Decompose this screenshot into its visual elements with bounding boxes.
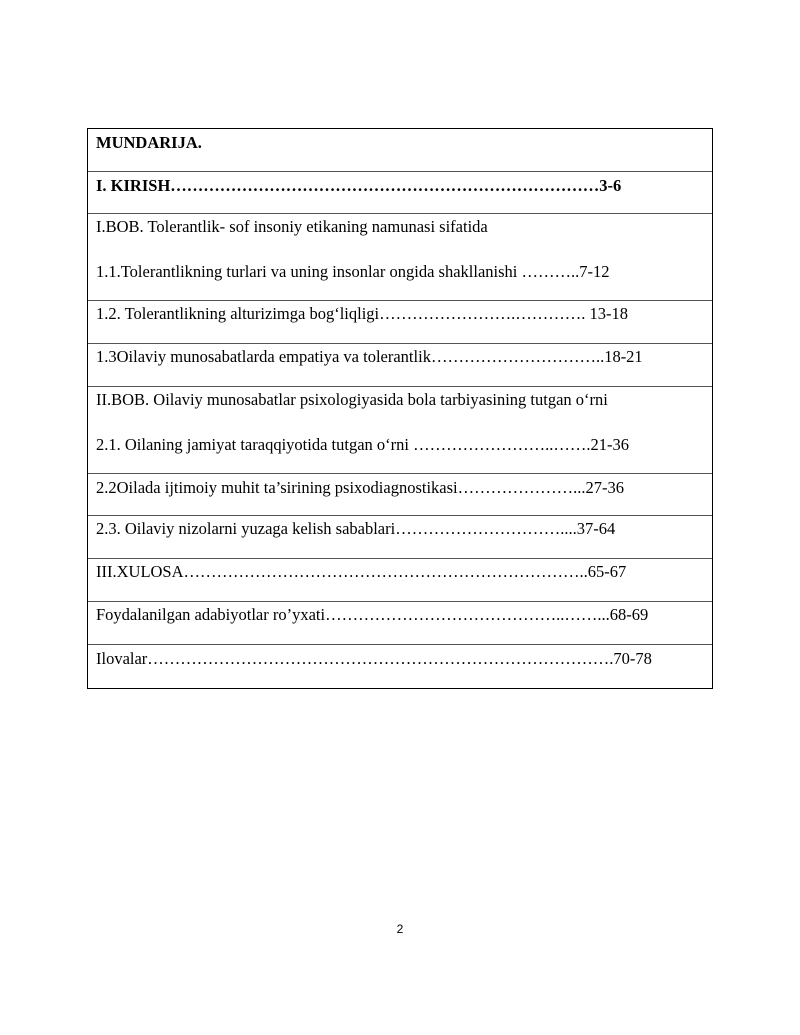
toc-entry-chapter2-title: II.BOB. Oilaviy munosabatlar psixologiyasida bola tarbiyasining tutgan o‘rni xyxy=(96,390,608,409)
toc-row-chapter1 xyxy=(88,214,712,301)
toc-entry-intro: I. KIRISH……………………………………………………………………3-6 xyxy=(96,176,622,195)
toc-entry-section-1-2: 1.2. Tolerantlikning alturizimga bog‘liqligi…………………….…………. 13-18 xyxy=(96,304,628,323)
toc-row-conclusion xyxy=(88,559,712,602)
toc-row-section-1-2 xyxy=(88,301,712,344)
toc-heading: MUNDARIJA. xyxy=(96,133,202,152)
toc-row-section-2-2 xyxy=(88,474,712,516)
page-number: 2 xyxy=(396,922,404,936)
toc-row-section-2-3 xyxy=(88,516,712,559)
toc-entry-chapter1-title: I.BOB. Tolerantlik- sof insoniy etikaning namunasi sifatida xyxy=(96,217,488,236)
toc-entry-section-1-1: 1.1.Tolerantlikning turlari va uning insonlar ongida shakllanishi ………..7-12 xyxy=(96,262,610,281)
toc-row-references xyxy=(88,602,712,645)
toc-row-intro xyxy=(88,172,712,214)
toc-row-appendix xyxy=(88,645,712,688)
toc-row-section-1-3 xyxy=(88,344,712,387)
toc-entry-section-2-1: 2.1. Oilaning jamiyat taraqqiyotida tutgan o‘rni ……………………..…….21-36 xyxy=(96,435,629,454)
toc-entry-section-1-3: 1.3Oilaviy munosabatlarda empatiya va tolerantlik…………………………..18-21 xyxy=(96,347,643,366)
toc-heading-row xyxy=(88,129,712,172)
toc-entry-section-2-2: 2.2Oilada ijtimoiy muhit ta’sirining psixodiagnostikasi…………………...27-36 xyxy=(96,478,624,497)
toc-row-chapter2 xyxy=(88,387,712,474)
table-of-contents xyxy=(87,128,713,689)
toc-entry-appendix: Ilovalar………………………………………………………………………….70-78 xyxy=(96,649,652,668)
toc-entry-section-2-3: 2.3. Oilaviy nizolarni yuzaga kelish sabablari…………………………....37-64 xyxy=(96,519,616,538)
toc-entry-conclusion: III.XULOSA………………………………………………………………..65-67 xyxy=(96,562,627,581)
toc-entry-references: Foydalanilgan adabiyotlar ro’yxati……………………………………..……...68-69 xyxy=(96,605,649,624)
